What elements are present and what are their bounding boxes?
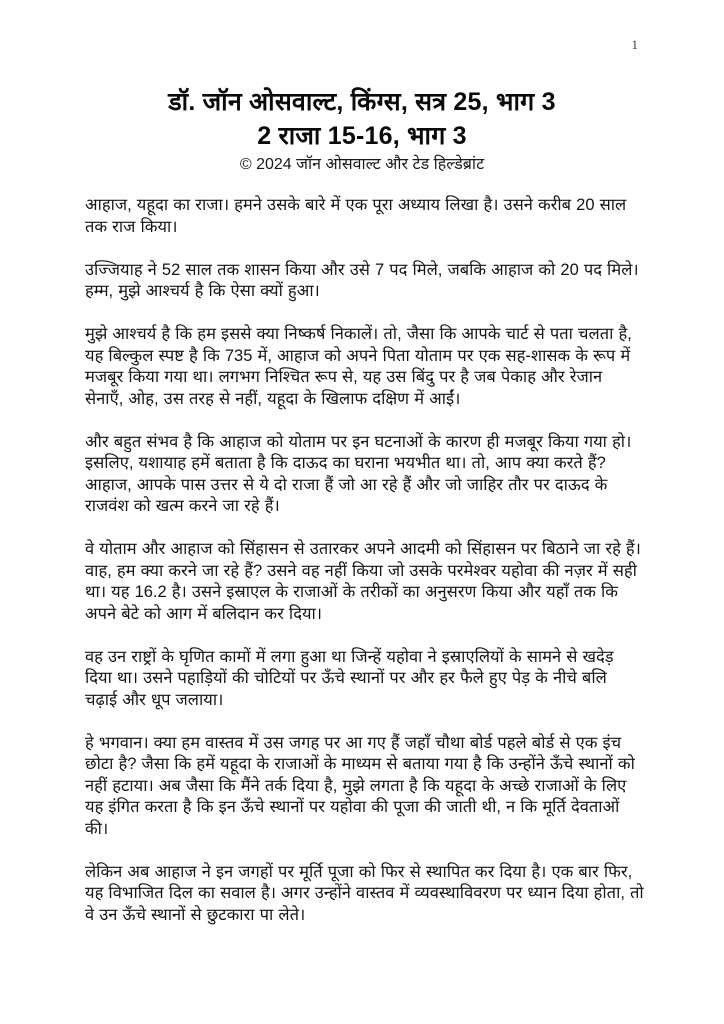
copyright-line: © 2024 जॉन ओसवाल्ट और टेड हिल्डेब्रांट bbox=[239, 156, 485, 173]
paragraph: उज्जियाह ने 52 साल तक शासन किया और उसे 7 पद मिले, जबकि आहाज को 20 पद मिले। हम्म, मुझे आश्चर्य है कि ऐसा क्यों हुआ। bbox=[85, 260, 639, 300]
document-title: डॉ. जॉन ओसवाल्ट, किंग्स, सत्र 25, भाग 3 bbox=[168, 88, 556, 116]
paragraph: हे भगवान। क्या हम वास्तव में उस जगह पर आ गए हैं जहाँ चौथा बोर्ड पहले बोर्ड से एक इंच छोटा है? जैसा कि हमें यहूदा के राजाओं के माध्यम से बताया गया है कि उन्होंने ऊँचे स्थानों को नहीं हटाया। अब जैसा कि मैंने तर्क दिया है, मुझे लगता है कि यहूदा के अच्छे राजाओं के लिए यह इंगित करता है कि इन ऊँचे स्थानों पर यहोवा की पूजा की जाती थी, न कि मूर्ति देवताओं की। bbox=[85, 733, 635, 838]
paragraph: वह उन राष्ट्रों के घृणित कामों में लगा हुआ था जिन्हें यहोवा ने इस्राएलियों के सामने से खदेड़ दिया था। उसने पहाड़ियों की चोटियों पर ऊँचे स्थानों पर और हर फैले हुए पेड़ के नीचे बलि चढ़ाई और धूप जलाया। bbox=[85, 647, 614, 709]
paragraph: वे योताम और आहाज को सिंहासन से उतारकर अपने आदमी को सिंहासन पर बिठाने जा रहे हैं। वाह, हम क्या करने जा रहे हैं? उसने वह नहीं किया जो उसके परमेश्वर यहोवा की नज़र में सही था। यह 16.2 है। उसने इस्राएल के राजाओं के तरीकों का अनुसरण किया और यहाँ तक कि अपने बेटे को आग में बलिदान कर दिया। bbox=[85, 540, 641, 623]
paragraph: लेकिन अब आहाज ने इन जगहों पर मूर्ति पूजा को फिर से स्थापित कर दिया है। एक बार फिर, यह विभाजित दिल का सवाल है। अगर उन्होंने वास्तव में व्यवस्थाविवरण पर ध्यान दिया होता, तो वे उन ऊँचे स्थानों से छुटकारा पा लेते। bbox=[85, 862, 644, 924]
page-number: 1 bbox=[631, 37, 638, 52]
paragraph: मुझे आश्चर्य है कि हम इससे क्या निष्कर्ष निकालें। तो, जैसा कि आपके चार्ट से पता चलता है, यह बिल्कुल स्पष्ट है कि 735 में, आहाज को अपने पिता योताम पर एक सह-शासक के रूप में मजबूर किया गया था। लगभग निश्चित रूप से, यह उस बिंदु पर है जब पेकाह और रेजान सेनाएँ, ओह, उस तरह से नहीं, यहूदा के खिलाफ दक्षिण में आईं। bbox=[85, 325, 632, 408]
document-header bbox=[0, 0, 724, 175]
document-body bbox=[0, 175, 724, 926]
paragraph: और बहुत संभव है कि आहाज को योताम पर इन घटनाओं के कारण ही मजबूर किया गया हो। इसलिए, यशायाह हमें बताता है कि दाऊद का घराना भयभीत था। तो, आप क्या करते हैं? आहाज, आपके पास उत्तर से ये दो राजा हैं जो आ रहे हैं और जो जाहिर तौर पर दाऊद के राजवंश को खत्म करने जा रहे हैं। bbox=[85, 432, 632, 515]
document-subtitle: 2 राजा 15-16, भाग 3 bbox=[257, 122, 467, 150]
paragraph: आहाज, यहूदा का राजा। हमने उसके बारे में एक पूरा अध्याय लिखा है। उसने करीब 20 साल तक राज किया। bbox=[85, 196, 627, 236]
